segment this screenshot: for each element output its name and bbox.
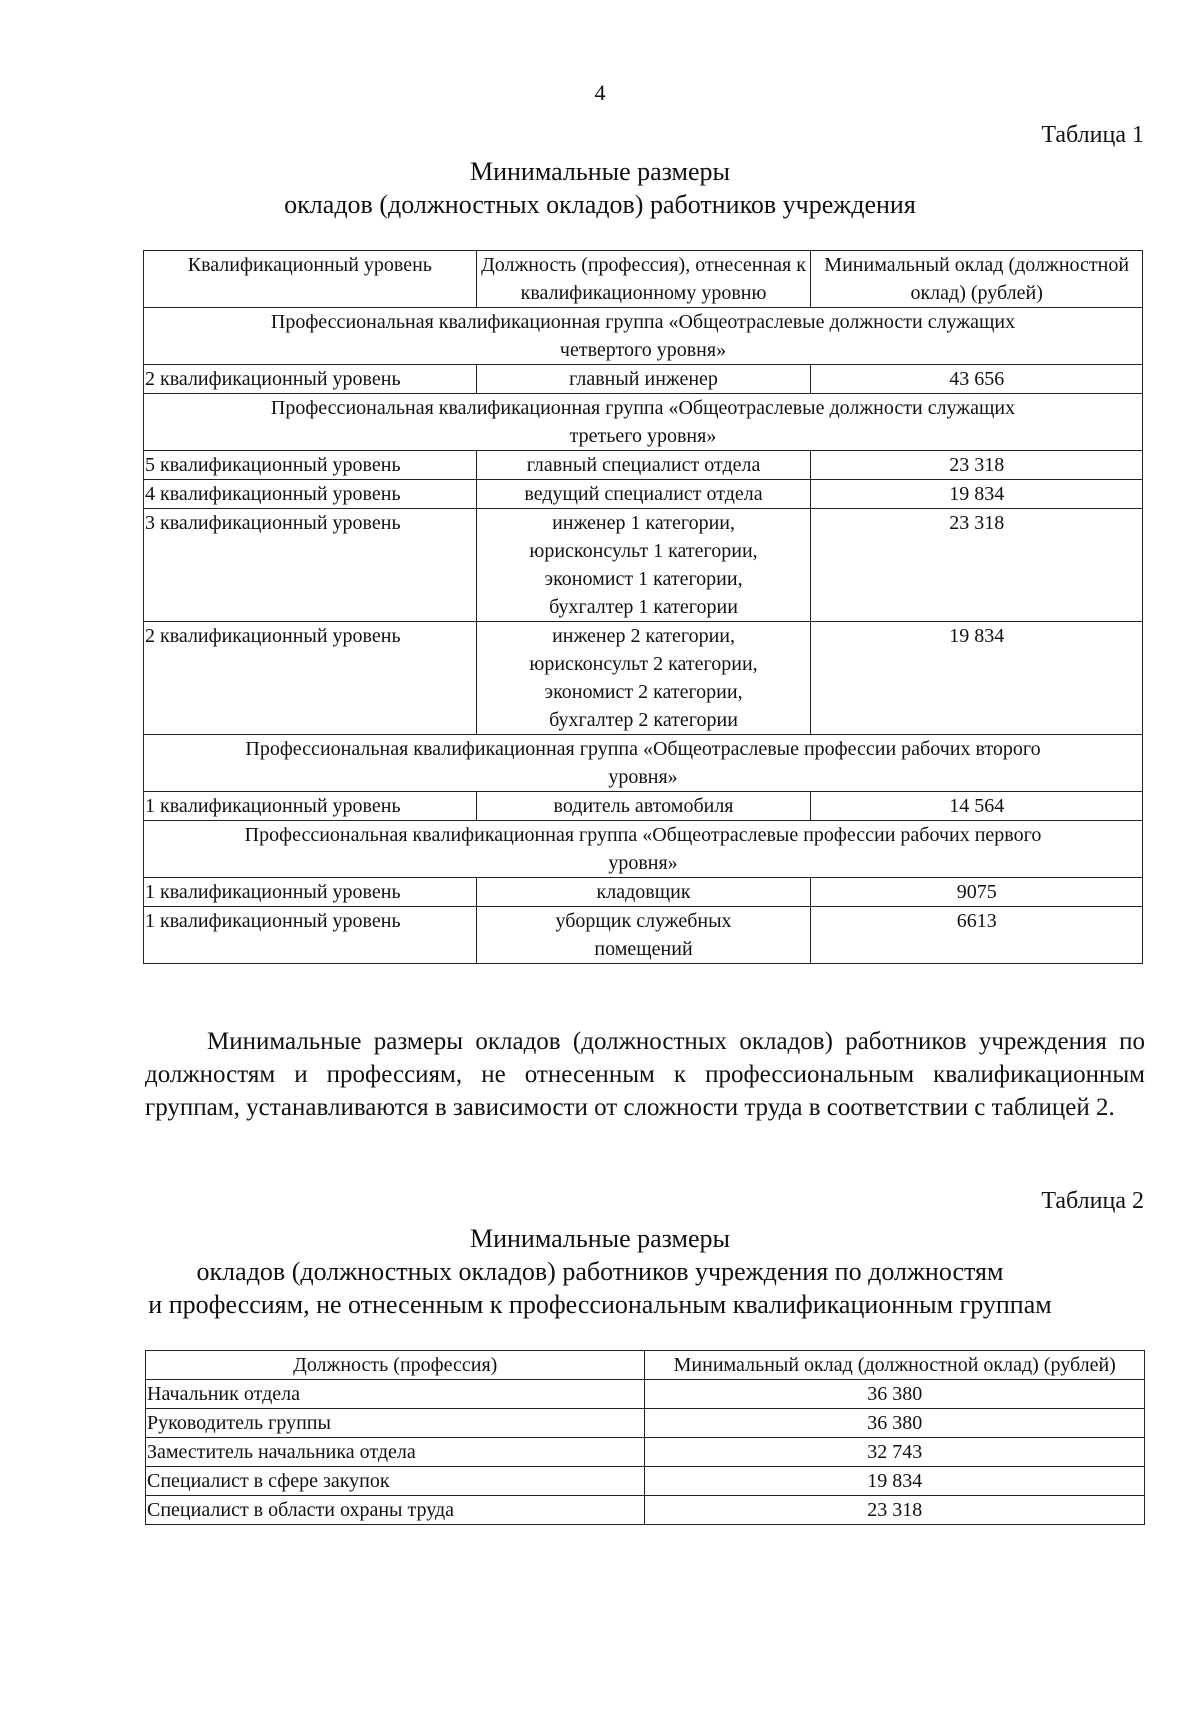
table-row	[144, 792, 1143, 821]
table2-title-line1: Минимальные размеры	[469, 1224, 731, 1253]
cell-level: 1 квалификационный уровень	[144, 907, 477, 964]
table-row	[146, 1496, 1145, 1525]
table1-title-line2: окладов (должностных окладов) работников учреждения	[284, 190, 916, 219]
cell-position: главный инженер	[476, 365, 811, 394]
header-position: Должность (профессия), отнесенная к квалификационному уровню	[476, 251, 811, 308]
cell-level: 4 квалификационный уровень	[144, 480, 477, 509]
table2-title-line2: окладов (должностных окладов) работников учреждения по должностям	[196, 1257, 1004, 1286]
group-title: Профессиональная квалификационная группа «Общеотраслевые профессии рабочих первого уровня»	[144, 821, 1143, 878]
cell-salary: 36 380	[645, 1380, 1145, 1409]
table2-title-line3: и профессиям, не отнесенным к профессиональным квалификационным группам	[148, 1290, 1052, 1319]
cell-salary: 32 743	[645, 1438, 1145, 1467]
salary-table-2	[145, 1350, 1145, 1525]
cell-position: Заместитель начальника отдела	[146, 1438, 645, 1467]
cell-salary: 19 834	[811, 622, 1143, 735]
cell-salary: 19 834	[811, 480, 1143, 509]
header-position: Должность (профессия)	[146, 1351, 645, 1380]
cell-position: Специалист в сфере закупок	[146, 1467, 645, 1496]
group-title: Профессиональная квалификационная группа «Общеотраслевые профессии рабочих второго уровня»	[144, 735, 1143, 792]
group-title: Профессиональная квалификационная группа «Общеотраслевые должности служащих третьего уровня»	[144, 394, 1143, 451]
cell-position: главный специалист отдела	[476, 451, 811, 480]
table-row	[144, 451, 1143, 480]
group-title: Профессиональная квалификационная группа «Общеотраслевые должности служащих четвертого уровня»	[144, 308, 1143, 365]
table-row	[144, 509, 1143, 622]
cell-position: инженер 1 категории, юрисконсульт 1 категории, экономист 1 категории, бухгалтер 1 категории	[476, 509, 811, 622]
table-row	[144, 878, 1143, 907]
cell-salary: 6613	[811, 907, 1143, 964]
table2-label: Таблица 2	[1041, 1188, 1144, 1214]
group-row	[144, 821, 1143, 878]
cell-position: Начальник отдела	[146, 1380, 645, 1409]
cell-position: уборщик служебных помещений	[476, 907, 811, 964]
cell-salary: 9075	[811, 878, 1143, 907]
cell-level: 2 квалификационный уровень	[144, 622, 477, 735]
table-row	[146, 1438, 1145, 1467]
header-level: Квалификационный уровень	[144, 251, 477, 308]
cell-salary: 43 656	[811, 365, 1143, 394]
cell-level: 1 квалификационный уровень	[144, 878, 477, 907]
table-row	[144, 480, 1143, 509]
table-row	[146, 1409, 1145, 1438]
cell-position: Специалист в области охраны труда	[146, 1496, 645, 1525]
cell-level: 1 квалификационный уровень	[144, 792, 477, 821]
table-row	[144, 622, 1143, 735]
cell-position: Руководитель группы	[146, 1409, 645, 1438]
group-row	[144, 735, 1143, 792]
cell-salary: 19 834	[645, 1467, 1145, 1496]
cell-position: инженер 2 категории, юрисконсульт 2 категории, экономист 2 категории, бухгалтер 2 категории	[476, 622, 811, 735]
cell-level: 2 квалификационный уровень	[144, 365, 477, 394]
table-row	[144, 365, 1143, 394]
cell-salary: 36 380	[645, 1409, 1145, 1438]
group-row	[144, 308, 1143, 365]
table-row	[146, 1380, 1145, 1409]
cell-salary: 23 318	[811, 451, 1143, 480]
header-salary: Минимальный оклад (должностной оклад) (рублей)	[811, 251, 1143, 308]
table1-title-line1: Минимальные размеры	[469, 157, 731, 186]
cell-salary: 23 318	[811, 509, 1143, 622]
table2-header-row	[146, 1351, 1145, 1380]
table1-label: Таблица 1	[1041, 122, 1144, 148]
cell-salary: 23 318	[645, 1496, 1145, 1525]
header-salary: Минимальный оклад (должностной оклад) (рублей)	[645, 1351, 1145, 1380]
cell-level: 5 квалификационный уровень	[144, 451, 477, 480]
salary-table-1	[143, 250, 1143, 964]
group-row	[144, 394, 1143, 451]
paragraph-text	[145, 1025, 1145, 1124]
cell-position: ведущий специалист отдела	[476, 480, 811, 509]
cell-position: водитель автомобиля	[476, 792, 811, 821]
cell-level: 3 квалификационный уровень	[144, 509, 477, 622]
cell-salary: 14 564	[811, 792, 1143, 821]
page-number: 4	[594, 80, 606, 105]
table-row	[144, 907, 1143, 964]
table-row	[146, 1467, 1145, 1496]
cell-position: кладовщик	[476, 878, 811, 907]
table1-header-row	[144, 251, 1143, 308]
paragraph-body: Минимальные размеры окладов (должностных окладов) работников учреждения по должностям и профессиям, не отнесенным к профессиональным квалификационным группам, устанавливаются в зависимости от сложности труда в соответствии с таблицей 2.	[145, 1028, 1145, 1121]
